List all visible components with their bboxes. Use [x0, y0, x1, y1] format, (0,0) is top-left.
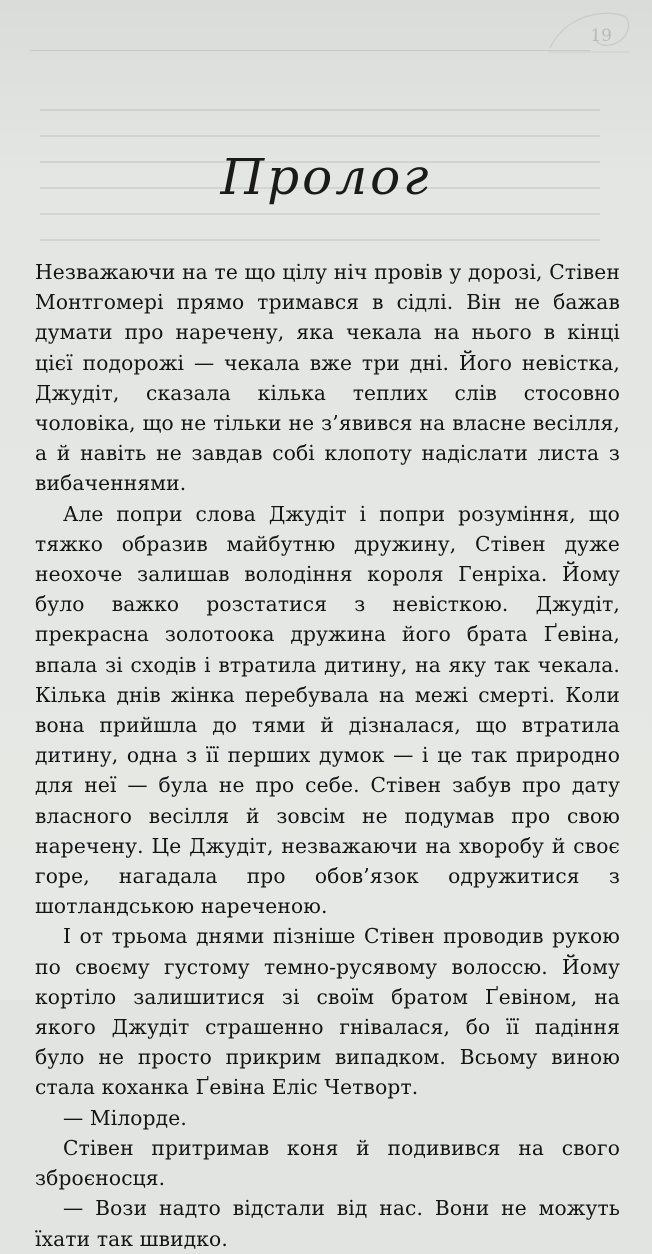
header-rule: [30, 50, 590, 51]
paragraph: — Мілорде.: [63, 1105, 187, 1130]
paragraph: Незважаючи на те що цілу ніч провів у дорозі, Стівен Монтгомері прямо тримався в сідлі. Він не бажав думати про наречену, яка чекала на нього в кінці цієї подорожі — чекала вже три дні. Його невістка, Джудіт, сказала кілька теплих слів стосовно чоловіка, що не тільки не з’явився на власне весілля, а й навіть не завдав собі клопоту надіслати листа з вибаченнями.: [35, 260, 620, 496]
paragraph: Але попри слова Джудіт і попри розуміння, що тяжко образив майбутню дружину, Стівен дуже неохоче залишав володіння короля Генріха. Йому було важко розстатися з невісткою. Джудіт, прекрасна золотоока дружина його брата Ґевіна, впала зі сходів і втратила дитину, на яку так чекала. Кілька днів жінка перебувала на межі смерті. Коли вона прийшла до тями й дізналася, що втратила дитину, одна з її перших думок — і це так природно для неї — була не про себе. Стівен забув про дату власного весілля й зовсім не подумав про свою наречену. Це Джудіт, незважаючи на хворобу й своє горе, нагадала про обов’язок одружитися з шотландською нареченою.: [35, 501, 620, 919]
page-number: 19: [590, 26, 612, 46]
body-text: [35, 257, 620, 1254]
paragraph: Стівен притримав коня й подивився на свого зброєносця.: [35, 1135, 620, 1191]
paragraph: І от трьома днями пізніше Стівен проводив рукою по своєму густому темно-русявому волоссю. Йому кортіло залишитися зі своїм братом Ґевіном, на якого Джудіт страшенно гнівалася, бо її падіння було не просто прикрим випадком. Всьому виною стала коханка Ґевіна Еліс Четворт.: [35, 924, 620, 1100]
chapter-title: Пролог: [220, 148, 432, 206]
paragraph: — Вози надто відстали від нас. Вони не можуть їхати так швидко.: [35, 1196, 620, 1251]
